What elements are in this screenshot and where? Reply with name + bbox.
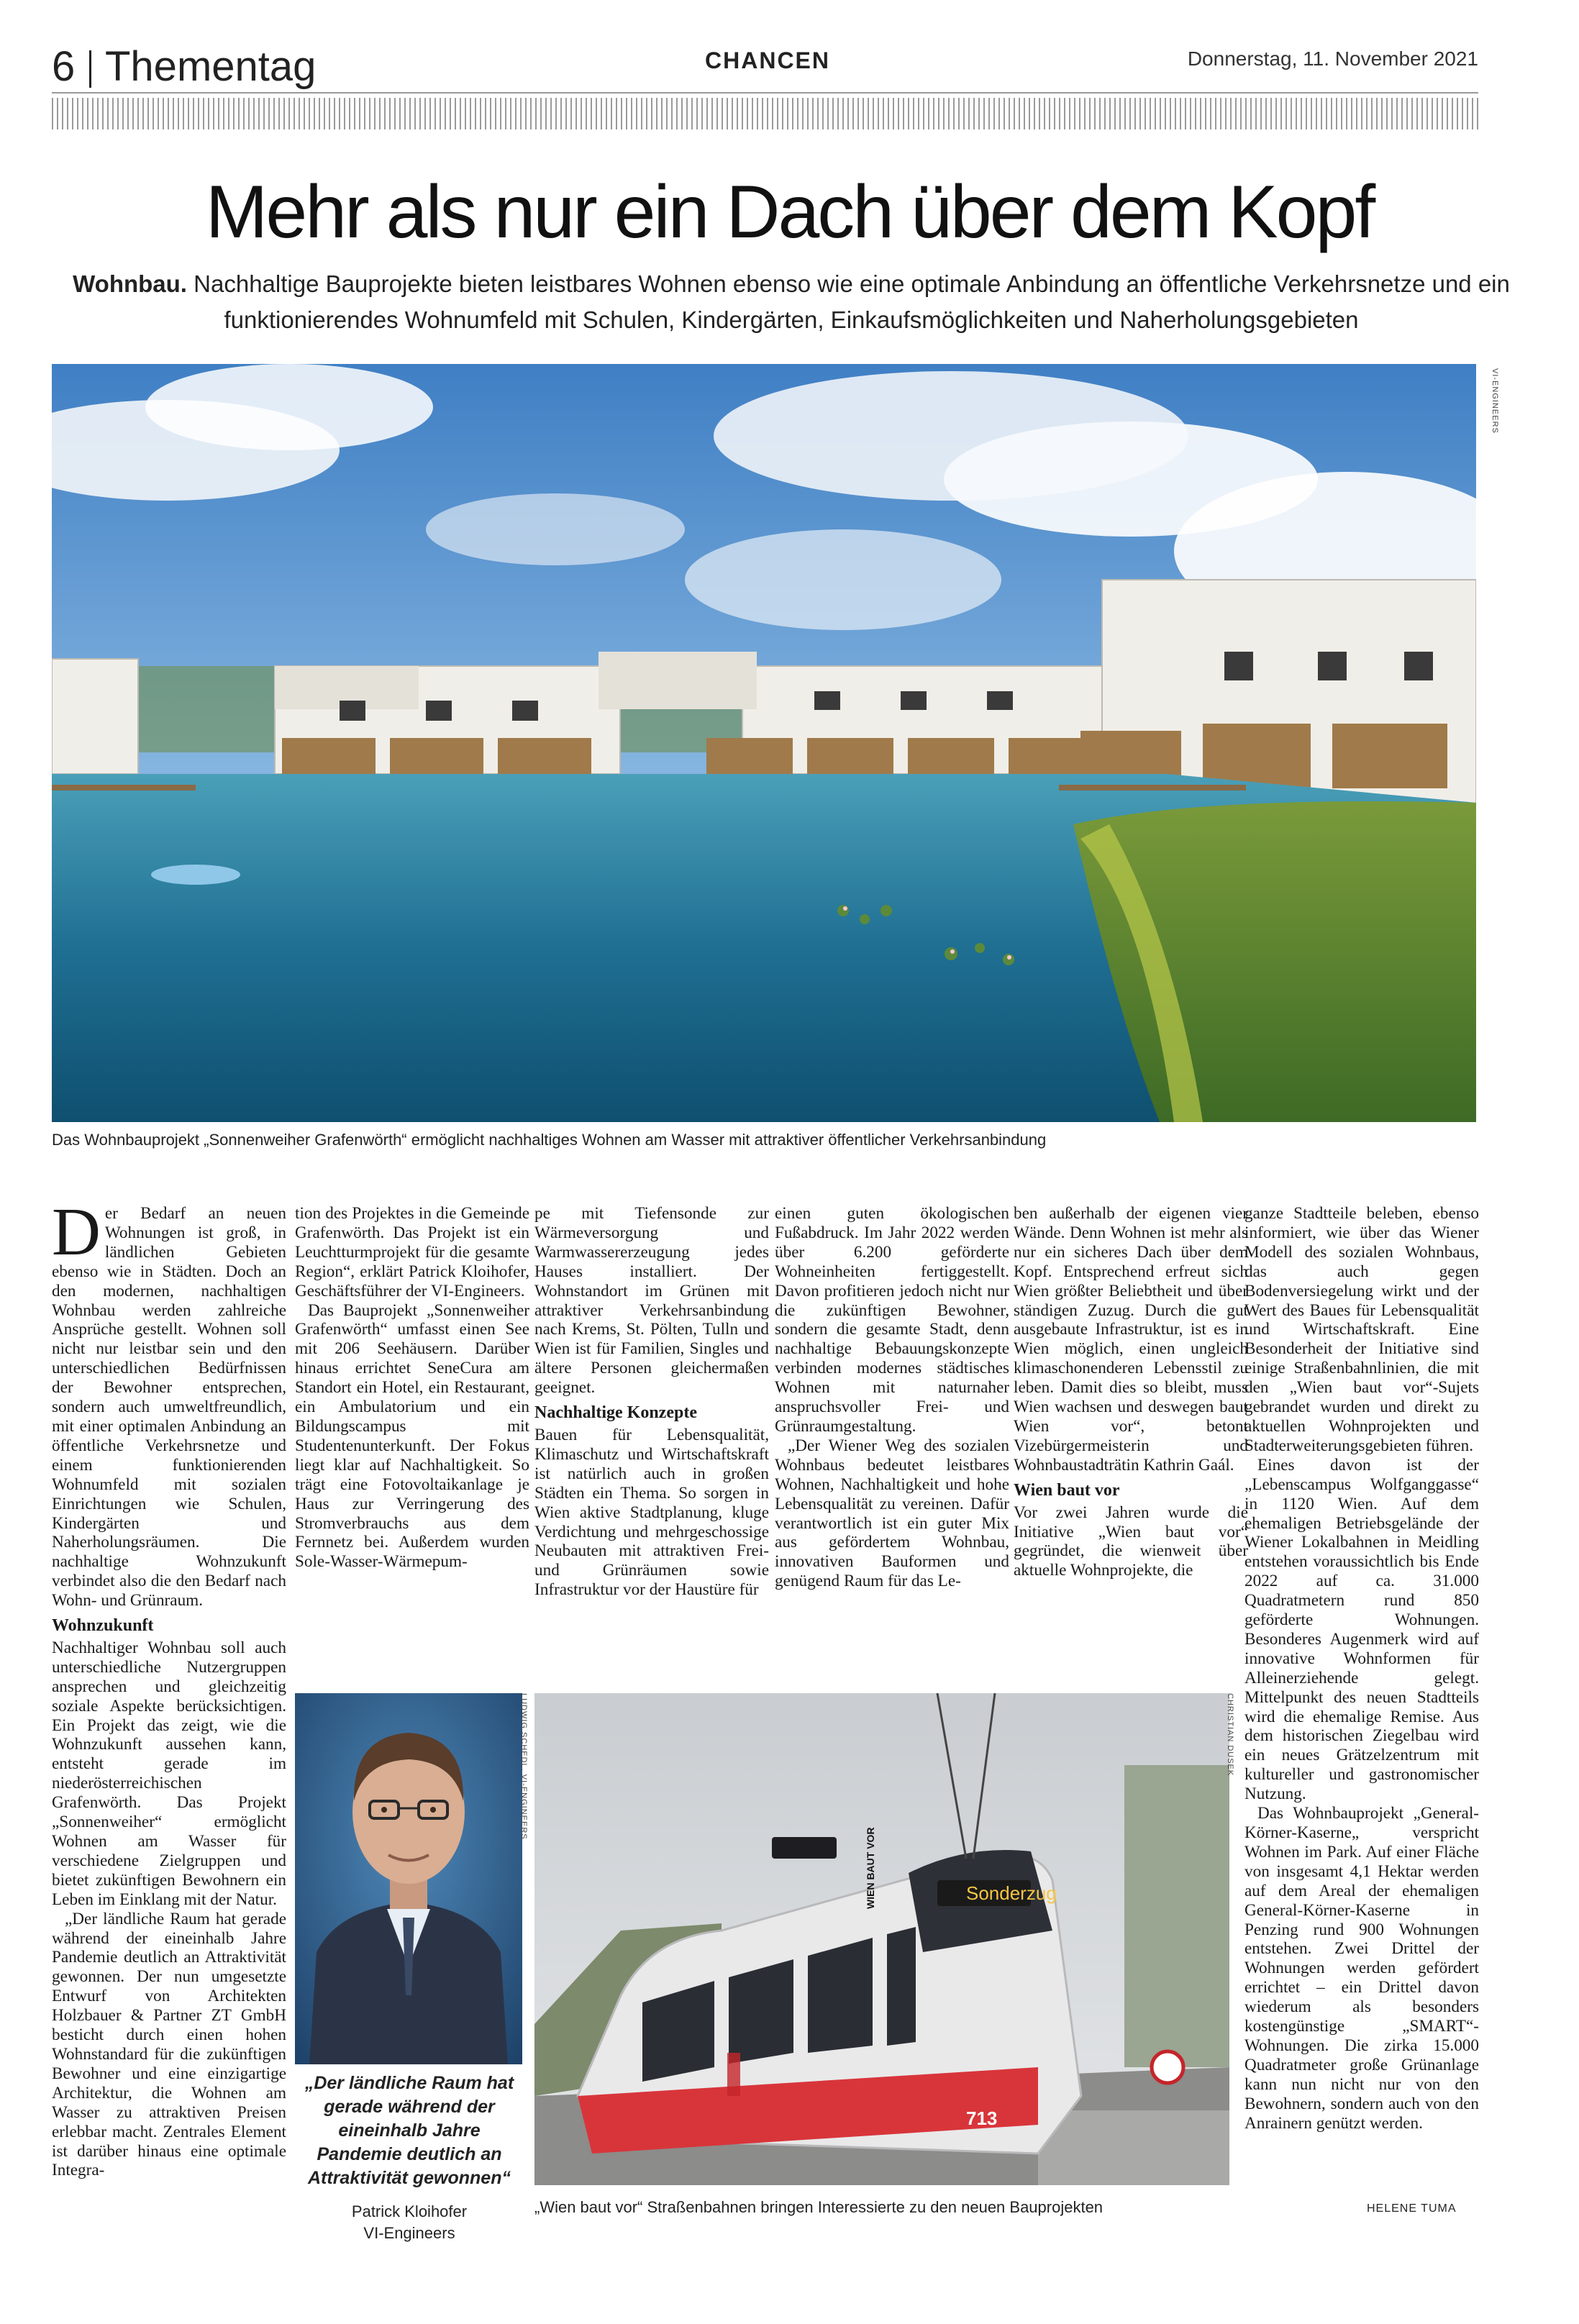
paragraph: ganze Stadtteile beleben, ebenso informiert, wie über das Wiener Modell des sozialen Wohnbaus, das auch gegen Bodenversiegelung wirkt und der Wert des Baues für Lebensqualität und Wirtschaftskraft. Eine Besonderheit der Initiative sind einige Straßenbahnlinien, die mit den „Wien baut vor“-Sujets gebrandet wurden und direkt zu aktuellen Wohnprojekten und Stadterweiterungsgebieten führen.: [1244, 1204, 1479, 1455]
paragraph: ben außerhalb der eigenen vier Wände. Denn Wohnen ist mehr als nur ein sicheres Dach über dem Kopf. Entsprechend erfreut sich Wien größter Beliebtheit und über ständigen Zuzug. Durch die gut ausgebaute Infrastruktur, ist es in Wien möglich, einen ungleich klimaschonenderen Lebensstil zu leben. Damit dies so bleibt, muss Wien wachsen und deswegen baut Wien vor“, betont Vizebürgermeisterin und Wohnbaustadträtin Kathrin Gaál.: [1014, 1204, 1248, 1475]
subheading-wien-baut-vor: Wien baut vor: [1014, 1480, 1120, 1500]
tram-photo-credit: CHRISTIAN DUSEK: [1226, 1693, 1234, 1777]
quote-attribution-name: Patrick Kloihofer: [351, 2202, 468, 2220]
paragraph: Nachhaltiger Wohnbau soll auch unterschiedliche Nutzergruppen ansprechen und gleichzeitig soziale Aspekte berücksichtigen. Ein Projekt das zeigt, wie die Wohnzukunft aussehen kann, entsteht gerade im niederösterreichischen Grafenwörth. Das Projekt „Sonnenweiher“ ermöglicht Wohnen am Wasser für verschiedene Zielgruppen und bietet zukünftigen Bewohnern ein Leben im Einklang mit der Natur.: [52, 1638, 286, 1909]
hero-photo-credit: VI-ENGINEERS: [1491, 368, 1499, 434]
paragraph: pe mit Tiefensonde zur Wärmeversorgung und Warmwassererzeugung jedes Hauses installiert. Der Wohnstandort im Grünen mit attraktiver Verkehrsanbindung nach Krems, St. Pölten, Tulln und Wien ist für Familien, Singles und ältere Personen gleichermaßen geeignet.: [534, 1204, 769, 1398]
portrait-photo-credit: LUDWIG SCHEDL, VI-ENGINEERS: [519, 1693, 528, 1840]
tram-side-text: WIEN BAUT VOR: [865, 1827, 876, 1909]
tram-number: 713: [966, 2107, 998, 2129]
paragraph: Vor zwei Jahren wurde die Initiative „Wien baut vor“ gegründet, die wienweit über aktuelle Wohnprojekte, die: [1014, 1503, 1248, 1580]
tram-caption: „Wien baut vor“ Straßenbahnen bringen Interessierte zu den neuen Bauprojekten: [534, 2198, 1104, 2216]
author-credit: HELENE TUMA: [1367, 2202, 1457, 2215]
deck-kicker: Wohnbau.: [73, 270, 187, 297]
category-label: CHANCEN: [705, 47, 830, 73]
header-separator: [89, 50, 91, 88]
article-column-2: [295, 1204, 529, 1572]
page-number: 6: [52, 43, 76, 90]
article-column-5: [1014, 1204, 1248, 1580]
headline: Mehr als nur ein Dach über dem Kopf: [205, 170, 1374, 254]
paragraph: Das Wohnbauprojekt „General-Körner-Kaserne„ verspricht Wohnen im Park. Auf einer Fläche von insgesamt 4,1 Hektar werden auf dem Areal der ehemaligen General-Körner-Kaserne in Penzing rund 900 Wohnungen entstehen. Zwei Drittel der Wohnungen werden gefördert errichtet – ein Drittel davon wiederum als besonders kostengünstige „SMART“-Wohnungen. Die zirka 15.000 Quadratmeter große Grünanlage kann nun nicht nur von den Bewohnern, sondern auch von den Anrainern genützt werden.: [1244, 1804, 1479, 2133]
paragraph: einen guten ökologischen Fußabdruck. Im Jahr 2022 werden über 6.200 geförderte Wohneinheiten fertiggestellt. Davon profitieren jedoch nicht nur die zukünftigen Bewohner, sondern die gesamte Stadt, denn nachhaltige Bebauungskonzepte verbinden modernes städtisches Wohnen mit naturnaher anspruchsvoller Frei- und Grünraumgestaltung.: [775, 1204, 1009, 1436]
paragraph: tion des Projektes in die Gemeinde Grafenwörth. Das Projekt ist ein Leuchtturmprojekt für die gesamte Region“, erklärt Patrick Kloihofer, Geschäftsführer der VI-Engineers.: [295, 1204, 529, 1300]
hero-caption: Das Wohnbauprojekt „Sonnenweiher Grafenwörth“ ermöglicht nachhaltiges Wohnen am Wasser mit attraktiver öffentlicher Verkehrsanbindung: [52, 1131, 1047, 1149]
article-column-4: [775, 1204, 1009, 1591]
article-column-6: [1244, 1204, 1479, 2133]
drop-cap: D: [52, 1195, 101, 1270]
portrait-photo: [295, 1693, 522, 2064]
paragraph: „Der ländliche Raum hat gerade während der eineinhalb Jahre Pandemie deutlich an Attraktivität gewonnen. Der nun umgesetzte Entwurf von Architekten Holzbauer & Partner ZT GmbH besticht durch einen hohen Wohnstandard für die zukünftigen Bewohner und eine einzigartige Architektur, die Wohnen am Wasser zu attraktiven Preisen erlebbar macht. Zentrales Element ist darüber hinaus eine optimale Integra-: [52, 1909, 286, 2180]
paragraph: Bauen für Lebensqualität, Klimaschutz und Wirtschaftskraft ist natürlich auch in großen Städten ein Thema. So sorgen in Wien aktive Stadtplanung, kluge Verdichtung und mehrgeschossige Neubauten mit attraktiven Frei- und Grünräumen sowie Infrastruktur vor der Haustüre für: [534, 1425, 769, 1600]
deck: [58, 266, 1525, 338]
tram-destination-sign: Sonderzug: [966, 1882, 1057, 1904]
hero-image: [52, 364, 1476, 1122]
section-title: Thementag: [105, 43, 317, 90]
subheading-wohnzukunft: Wohnzukunft: [52, 1616, 154, 1636]
lead-paragraph: Der Bedarf an neuen Wohnungen ist groß, in ländlichen Gebieten ebenso wie in Städten. Doch an den modernen, nachhaltigen Wohnbau werden zahlreiche Ansprüche gestellt. Wohnen soll nicht nur leistbar sein und den unterschiedlichen Bedürfnissen der Bewohner entsprechen, sondern auch umweltfreundlich, mit einer optimalen Anbindung an öffentliche Verkehrsnetze und einem funktionierenden Wohnumfeld mit sozialen Einrichtungen wie Schulen, Kindergärten und Naherholungsräumen. Die nachhaltige Wohnzukunft verbindet also die den Bedarf nach Wohn- und Grünraum.: [52, 1195, 286, 1610]
paragraph: Eines davon ist der „Lebenscampus Wolfganggasse“ in 1120 Wien. Auf dem ehemaligen Betriebsgelände der Wiener Lokalbahnen in Meidling entstehen voraussichtlich bis Ende 2022 auf ca. 31.000 Quadratmetern rund 850 geförderte Wohnungen. Besonderes Augenmerk wird auf innovative Wohnformen für Alleinerziehende gelegt. Mittelpunkt des neuen Stadtteils wird die ehemalige Remise. Aus dem historischen Ziegelbau wird ein neues Grätzelzentrum mit kultureller und gastronomischer Nutzung.: [1244, 1455, 1479, 1804]
tram-photo: [534, 1693, 1229, 2185]
article-column-1: [52, 1195, 286, 2180]
article-column-3: [534, 1204, 769, 1600]
quote-attribution-company: VI-Engineers: [363, 2224, 455, 2242]
header-rule: [52, 92, 1478, 94]
deck-text: Nachhaltige Bauprojekte bieten leistbares Wohnen ebenso wie eine optimale Anbindung an öffentliche Verkehrsnetze und ein funktionierendes Wohnumfeld mit Schulen, Kindergärten, Einkaufsmöglichkeiten und Naherholungsgebieten: [194, 270, 1510, 333]
issue-date: Donnerstag, 11. November 2021: [1187, 47, 1478, 70]
subheading-nachhaltige-konzepte: Nachhaltige Konzepte: [534, 1403, 697, 1423]
pull-quote: „Der ländliche Raum hat gerade während der eineinhalb Jahre Pandemie deutlich an Attraktivität gewonnen“: [304, 2073, 514, 2188]
paragraph: Das Bauprojekt „Sonnenweiher Grafenwörth“ umfasst einen See mit 206 Seehäusern. Darüber hinaus errichtet SeneCura am Standort ein Hotel, ein Restaurant, ein Ambulatorium und ein Bildungscampus mit Studentenunterkunft. Der Fokus liegt klar auf Nachhaltigkeit. So trägt eine Fotovoltaikanlage je Haus zur Verringerung des Stromverbrauchs aus dem Fernnetz bei. Außerdem wurden Sole-Wasser-Wärmepum-: [295, 1300, 529, 1572]
paragraph: „Der Wiener Weg des sozialen Wohnbaus bedeutet leistbares Wohnen, Nachhaltigkeit und hohe Lebensqualität zu vereinen. Dafür verantwortlich ist ein guter Mix aus gefördertem Wohnbau, innovativen Bauformen und genügend Raum für das Le-: [775, 1436, 1009, 1591]
header-stripe: [52, 98, 1478, 129]
